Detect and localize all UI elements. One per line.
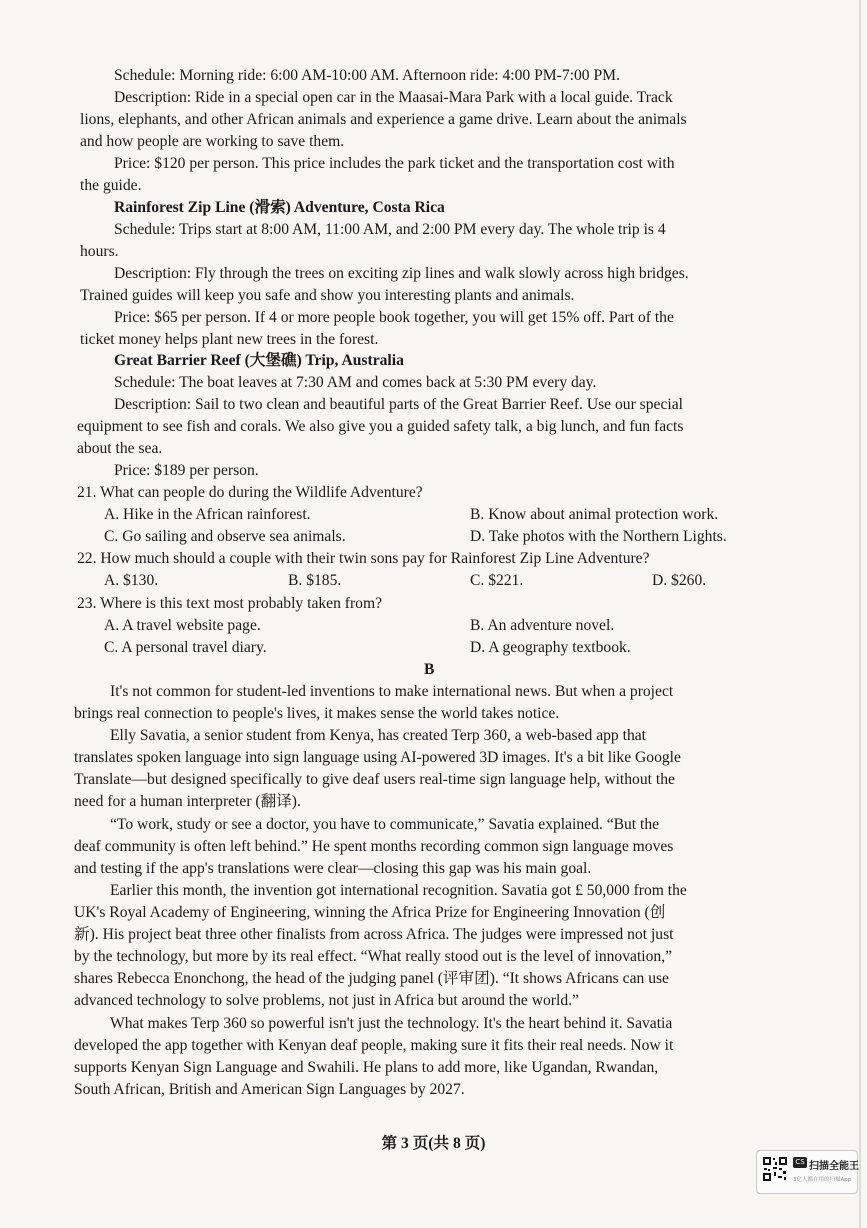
question-21-stem: 21. What can people do during the Wildlife Adventure? (77, 484, 423, 501)
section-b-label: B (424, 661, 435, 678)
question-21-option-d: D. Take photos with the Northern Lights. (470, 528, 727, 545)
question-22-option-c: C. $221. (470, 572, 524, 589)
passage-line: brings real connection to people's lives, it makes sense the world takes notice. (74, 705, 560, 722)
question-22-stem: 22. How much should a couple with their twin sons pay for Rainforest Zip Line Adventure? (77, 550, 650, 567)
zipline-schedule-1: Schedule: Trips start at 8:00 AM, 11:00 AM, and 2:00 PM every day. The whole trip is 4 (114, 221, 666, 238)
scanner-badge-title: 扫描全能王 (809, 1161, 859, 1172)
passage-line: It's not common for student-led inventions to make international news. But when a project (110, 683, 674, 700)
zipline-price-2: ticket money helps plant new trees in the forest. (80, 331, 379, 348)
question-21-option-a: A. Hike in the African rainforest. (104, 506, 311, 523)
safari-desc-3: and how people are working to save them. (80, 133, 345, 150)
zipline-desc-1: Description: Fly through the trees on exciting zip lines and walk slowly across high bridges. (114, 265, 689, 282)
passage-line: by the technology, but more by its real effect. “What really stood out is the level of innovation,” (74, 948, 673, 965)
safari-desc-2: lions, elephants, and other African animals and experience a game drive. Learn about the animals (80, 111, 687, 128)
question-22-option-a: A. $130. (104, 572, 159, 589)
zipline-desc-2: Trained guides will keep you safe and show you interesting plants and animals. (80, 287, 575, 304)
passage-line: UK's Royal Academy of Engineering, winning the Africa Prize for Engineering Innovation (创 (74, 904, 666, 921)
passage-line: and testing if the app's translations were clear—closing this gap was his main goal. (74, 860, 592, 877)
passage-line: translates spoken language into sign language using AI-powered 3D images. It's a bit like Google (74, 749, 681, 766)
zipline-price-1: Price: $65 per person. If 4 or more people book together, you will get 15% off. Part of the (114, 309, 674, 326)
question-23-option-c: C. A personal travel diary. (104, 639, 267, 656)
question-23-stem: 23. Where is this text most probably taken from? (77, 595, 383, 612)
passage-line: 新). His project beat three other finalists from across Africa. The judges were impressed not just (74, 926, 674, 943)
safari-price-1: Price: $120 per person. This price includes the park ticket and the transportation cost with (114, 155, 675, 172)
safari-schedule: Schedule: Morning ride: 6:00 AM-10:00 AM. Afternoon ride: 4:00 PM-7:00 PM. (114, 67, 620, 84)
passage-line: deaf community is often left behind.” He spent months recording common sign language moves (74, 838, 674, 855)
scan-edge-shadow (859, 0, 861, 1228)
reef-heading: Great Barrier Reef (大堡礁) Trip, Australia (114, 352, 404, 369)
reef-desc-1: Description: Sail to two clean and beautiful parts of the Great Barrier Reef. Use our special (114, 396, 683, 413)
page-number-footer: 第 3 页(共 8 页) (381, 1135, 486, 1152)
camscanner-logo-icon: CS (793, 1157, 807, 1168)
question-21-option-b: B. Know about animal protection work. (470, 506, 719, 523)
safari-desc-1: Description: Ride in a special open car in the Maasai-Mara Park with a local guide. Track (114, 89, 673, 106)
question-21-option-c: C. Go sailing and observe sea animals. (104, 528, 346, 545)
zipline-schedule-2: hours. (80, 243, 119, 260)
passage-line: Earlier this month, the invention got international recognition. Savatia got £ 50,000 from the (110, 882, 687, 899)
question-22-option-b: B. $185. (288, 572, 342, 589)
question-23-option-b: B. An adventure novel. (470, 617, 615, 634)
passage-line: shares Rebecca Enonchong, the head of the judging panel (评审团). “It shows Africans can use (74, 970, 669, 987)
passage-line: supports Kenyan Sign Language and Swahili. He plans to add more, like Ugandan, Rwandan, (74, 1059, 659, 1076)
qr-code-icon (762, 1156, 788, 1182)
passage-line: Elly Savatia, a senior student from Kenya, has created Terp 360, a web-based app that (110, 727, 646, 744)
passage-line: South African, British and American Sign Languages by 2027. (74, 1081, 465, 1098)
passage-line: What makes Terp 360 so powerful isn't just the technology. It's the heart behind it. Savatia (110, 1015, 673, 1032)
scanner-watermark-badge (756, 1150, 858, 1194)
reef-schedule: Schedule: The boat leaves at 7:30 AM and comes back at 5:30 PM every day. (114, 374, 597, 391)
passage-line: advanced technology to solve problems, not just in Africa but around the world.” (74, 992, 579, 1009)
reef-desc-3: about the sea. (77, 440, 163, 457)
passage-line: Translate—but designed specifically to give deaf users real-time sign language help, without the (74, 771, 675, 788)
question-22-option-d: D. $260. (652, 572, 707, 589)
passage-line: “To work, study or see a doctor, you have to communicate,” Savatia explained. “But the (110, 816, 660, 833)
reef-price: Price: $189 per person. (114, 462, 259, 479)
safari-price-2: the guide. (80, 177, 142, 194)
passage-line: need for a human interpreter (翻译). (74, 793, 301, 810)
question-23-option-a: A. A travel website page. (104, 617, 261, 634)
scanner-badge-subtitle: 3亿人都在用的扫描App (793, 1177, 852, 1183)
question-23-option-d: D. A geography textbook. (470, 639, 631, 656)
passage-line: developed the app together with Kenyan deaf people, making sure it fits their real needs. Now it (74, 1037, 674, 1054)
zipline-heading: Rainforest Zip Line (滑索) Adventure, Costa Rica (114, 199, 445, 216)
reef-desc-2: equipment to see fish and corals. We also give you a guided safety talk, a big lunch, and fun facts (77, 418, 684, 435)
